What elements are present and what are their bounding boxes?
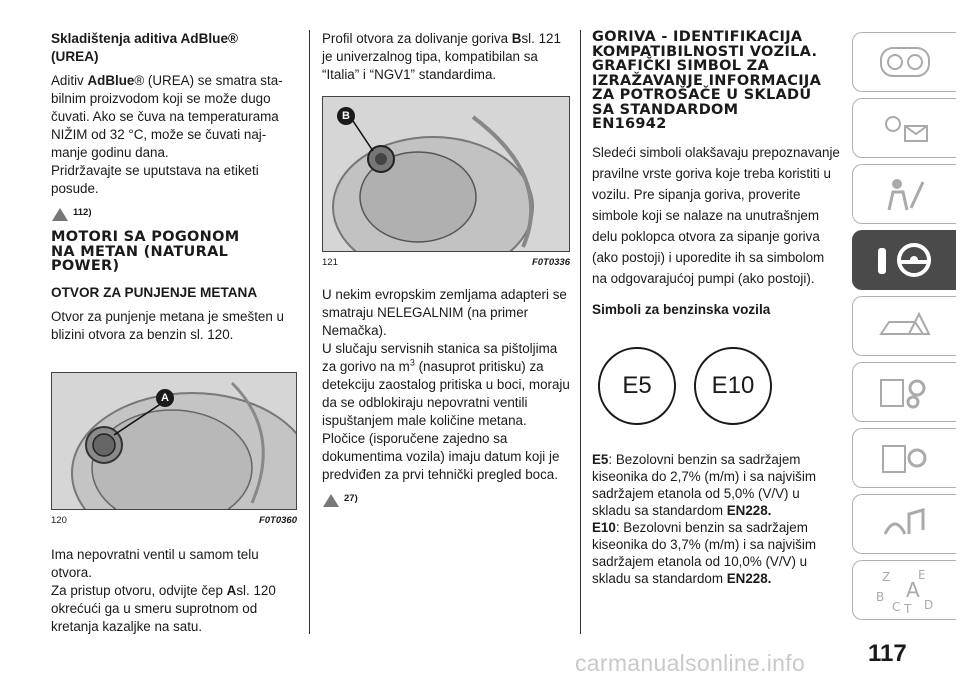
watermark: carmanualsonline.info (575, 650, 806, 676)
filler-adapter-illustration (323, 97, 569, 251)
warning-triangle-icon (51, 207, 69, 222)
dashboard-icon (875, 42, 935, 82)
figure-120-code: F0T0360 (258, 514, 297, 526)
tab-emergency[interactable] (852, 296, 956, 356)
figure-121-image (322, 96, 570, 252)
section-heading-adblue: Skladištenja aditiva AdBlue® (UREA) (51, 31, 239, 64)
svg-text:C: C (891, 600, 900, 614)
warning-lights-icon (875, 108, 935, 148)
paragraph-e10-description: E10: Bezolovni benzin sa sadržajem kiseonika do 3,7% (m/m) i sa najvišim sadržajem etanola od 10,0% (V/V) u skladu sa standardom EN228. (592, 519, 816, 586)
paragraph-adblue-storage: Aditiv AdBlue® (UREA) se smatra sta-bilnim proizvodom koji se može dugo čuvati. Ako se čuva na temperaturama NIŽIM od 32 °C, može se čuvati naj-manje godinu dana. (51, 73, 283, 160)
figure-120-number: 120 (51, 514, 67, 526)
svg-text:T: T (903, 602, 911, 615)
fuel-symbols-row (592, 347, 842, 425)
svg-text:D: D (923, 598, 933, 612)
tab-safety[interactable] (852, 164, 956, 224)
figure-120 (51, 372, 297, 530)
tab-warning-lights[interactable] (852, 98, 956, 158)
chapter-tabs-sidebar (852, 32, 958, 626)
column-left (51, 30, 297, 636)
column-right (592, 30, 842, 587)
tab-dashboard[interactable] (852, 32, 956, 92)
paragraph-e5-description: E5: Bezolovni benzin sa sadržajem kiseonika do 2,7% (m/m) i sa najvišim sadržajem etanola od 5,0% (V/V) u skladu sa standardom EN228. (592, 451, 816, 518)
tab-starting-driving[interactable] (852, 230, 956, 290)
maintenance-icon (875, 372, 935, 412)
subheading-petrol-symbols: Simboli za benzinska vozila (592, 301, 771, 317)
fuel-symbol-e10: E10 (694, 347, 772, 425)
emergency-icon (875, 306, 935, 346)
figure-121-marker-b: B (337, 107, 355, 125)
figure-120-image (51, 372, 297, 510)
paragraph-methane-filler-location: Otvor za punjenje metana je smešten u blizini otvora za benzin sl. 120. (51, 308, 284, 342)
paragraph-inspection-date: Pločice (isporučene zajedno sa dokumentima vozila) imaju datum koji je predviđen za prvi tehnički pregled boca. (322, 431, 560, 482)
paragraph-open-cap: Za pristup otvoru, odvijte čep Asl. 120 okrećući ga u smeru suprotnom od kretanja kazaljke na satu. (51, 582, 276, 634)
svg-text:E: E (917, 568, 926, 582)
safety-icon (875, 174, 935, 214)
column-divider-2 (580, 30, 581, 634)
methane-filler-cap-illustration (52, 373, 296, 509)
section-heading-methane-engines: MOTORI SA POGONOM NA METAN (NATURAL POWER) (51, 229, 240, 274)
warning-triangle-icon (322, 493, 340, 508)
paragraph-filler-profile: Profil otvora za dolivanje goriva Bsl. 121 je univerzalnog tipa, kompatibilan sa “Italia” i “NGV1” standardima. (322, 31, 561, 82)
paragraph-fuel-symbols: Sledeći simboli olakšavaju prepoznavanje pravilne vrste goriva koje treba koristiti u vozilu. Pre sipanja goriva, proverite simbole koji se nalaze na unutrašnjem delu poklopca otvora za sipanje goriva (ako postoji) i uporedite ih sa simbolom na odgovarajućoj pumpi (ako postoji). (592, 144, 840, 286)
tab-technical-data[interactable] (852, 428, 956, 488)
figure-120-marker-a: A (156, 389, 174, 407)
subheading-methane-filler: OTVOR ZA PUNJENJE METANA (51, 284, 258, 300)
figure-121-number: 121 (322, 257, 338, 268)
warning-reference-27: 27) (322, 490, 570, 508)
svg-text:B: B (875, 590, 884, 604)
figure-120-caption (51, 512, 297, 530)
paragraph-label-instructions: Pridržavajte se uputstava na etiketi posude. (51, 163, 259, 196)
figure-121 (322, 96, 570, 272)
multimedia-icon (875, 504, 935, 544)
tab-multimedia[interactable] (852, 494, 956, 554)
paragraph-adapters-illegal: U nekim evropskim zemljama adapteri se smatraju NELEGALNIM (na primer Nemačka). (322, 287, 567, 338)
section-heading-fuel-identification: GORIVA - IDENTIFIKACIJA KOMPATIBILNOSTI VOZILA. GRAFIČKI SIMBOL ZA IZRAŽAVANJE INFORMACIJA ZA POTROŠAČE U SKLADU SA STANDARDOM EN16942 (592, 29, 822, 132)
page-number: 117 (868, 640, 907, 667)
starting-driving-icon (870, 238, 940, 282)
warning-reference: 112) (51, 204, 297, 222)
column-divider-1 (309, 30, 310, 634)
paragraph-check-valve: Ima nepovratni ventil u samom telu otvora. (51, 546, 259, 580)
svg-text:Z: Z (881, 570, 890, 584)
paragraph-service-stations: U slučaju servisnih stanica sa pištoljima za gorivo na $m^3$ (nasuprot pritisku) za detekciju zaostalog pritiska u boci, moraju da se odblokiraju nepovratni ventili ispuštanjem male količine metana. (322, 341, 570, 428)
figure-121-code: F0T0336 (531, 257, 570, 268)
figure-121-caption (322, 254, 570, 272)
column-middle (322, 30, 570, 516)
svg-text:A: A (905, 578, 920, 602)
tab-index[interactable] (852, 560, 956, 620)
technical-data-icon (875, 438, 935, 478)
index-icon (870, 565, 940, 615)
tab-maintenance[interactable] (852, 362, 956, 422)
fuel-symbol-e5: E5 (598, 347, 676, 425)
